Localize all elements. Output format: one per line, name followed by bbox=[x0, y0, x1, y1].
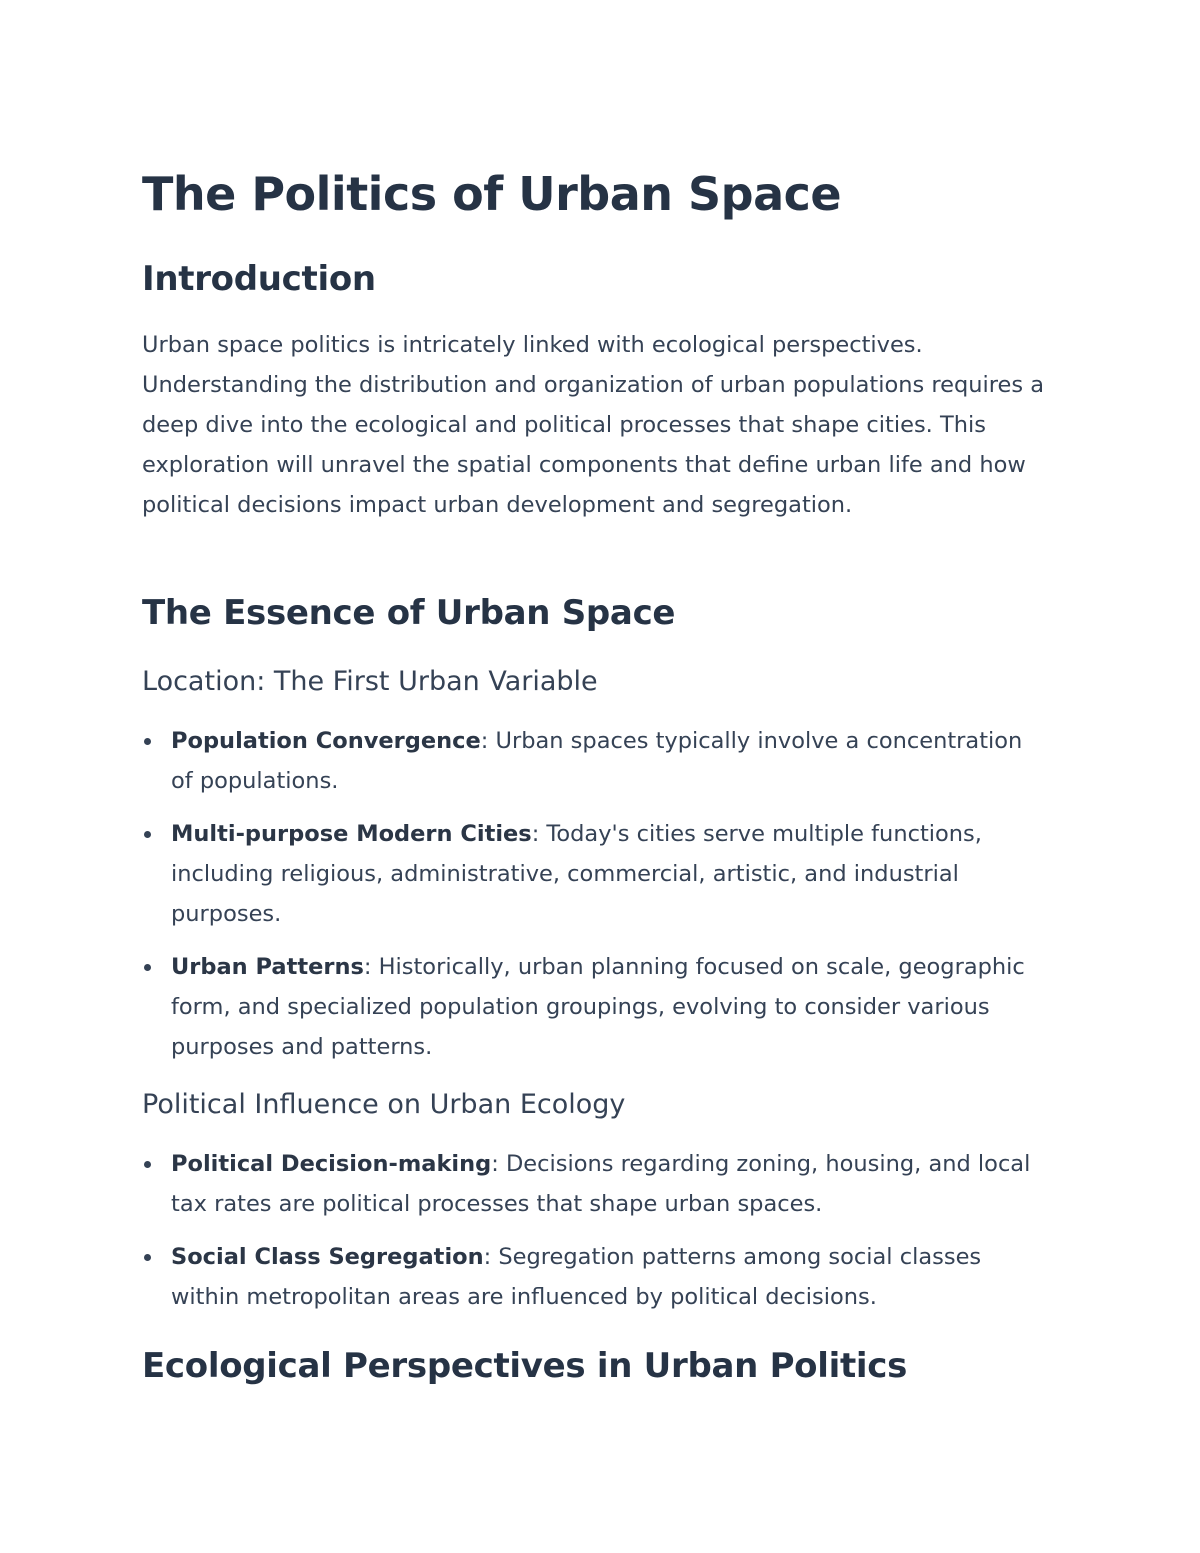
bullet-icon bbox=[144, 1254, 151, 1261]
list-item-text: : Segregation patterns among social classes within metropolitan areas are influenced by political decisions. bbox=[171, 1244, 982, 1310]
list-item-term: Population Convergence bbox=[171, 728, 481, 754]
bullet-icon bbox=[144, 738, 151, 745]
list-item-term: Urban Patterns bbox=[171, 954, 364, 980]
list-item bbox=[142, 814, 1042, 934]
list-item-text: : Decisions regarding zoning, housing, and local tax rates are political processes that shape urban spaces. bbox=[171, 1151, 1031, 1217]
list-item-term: Political Decision-making bbox=[171, 1151, 492, 1177]
list-item bbox=[142, 721, 1042, 801]
list-item-term: Social Class Segregation bbox=[171, 1244, 484, 1270]
bullet-icon bbox=[144, 964, 151, 971]
location-list bbox=[142, 721, 1042, 1067]
introduction-heading: Introduction bbox=[142, 259, 376, 299]
bullet-icon bbox=[144, 1161, 151, 1168]
introduction-paragraph: Urban space politics is intricately linked with ecological perspectives. Understanding the distribution and organization of urban populations requires a deep dive into the ecological and political processes that shape cities. This exploration will unravel the spatial components that define urban life and how political decisions impact urban development and segregation. bbox=[142, 332, 1044, 518]
list-item bbox=[142, 1237, 1042, 1317]
list-item-text: : Today's cities serve multiple functions, including religious, administrative, commercial, artistic, and industrial purposes. bbox=[171, 821, 982, 927]
list-item-text: : Historically, urban planning focused on scale, geographic form, and specialized population groupings, evolving to consider various purposes and patterns. bbox=[171, 954, 1025, 1060]
list-item-text: : Urban spaces typically involve a concentration of populations. bbox=[171, 728, 1023, 794]
ecological-heading: Ecological Perspectives in Urban Politics bbox=[142, 1346, 908, 1386]
political-subheading: Political Influence on Urban Ecology bbox=[142, 1089, 626, 1120]
essence-heading: The Essence of Urban Space bbox=[142, 593, 676, 633]
list-item-term: Multi-purpose Modern Cities bbox=[171, 821, 532, 847]
location-subheading: Location: The First Urban Variable bbox=[142, 666, 598, 697]
list-item bbox=[142, 1144, 1042, 1224]
political-list bbox=[142, 1144, 1042, 1317]
document-title: The Politics of Urban Space bbox=[142, 167, 842, 221]
list-item bbox=[142, 947, 1042, 1067]
bullet-icon bbox=[144, 831, 151, 838]
